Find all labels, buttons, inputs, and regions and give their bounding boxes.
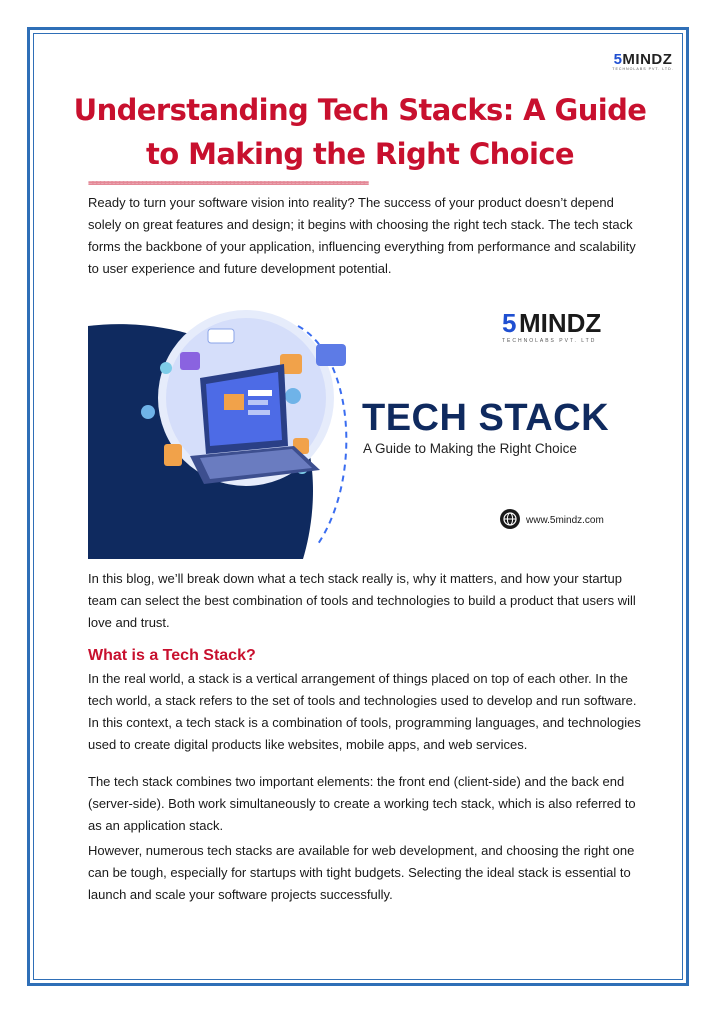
logo-wordmark: MINDZ bbox=[622, 51, 673, 68]
globe-icon bbox=[500, 509, 520, 529]
section-paragraph-2: The tech stack combines two important elements: the front end (client-side) and the back end (server-side). Both work simultaneously to create a working tech stack, which is also referred to as an application stack. bbox=[88, 774, 636, 833]
blog-intro-paragraph: In this blog, we’ll break down what a tech stack really is, why it matters, and how your startup team can select the best combination of tools and technologies to build a product that users will love and trust. bbox=[88, 571, 636, 630]
document-title: Understanding Tech Stacks: A Guide to Making the Right Choice bbox=[73, 93, 647, 171]
card-icon bbox=[316, 344, 346, 366]
tech-stack-banner-image bbox=[88, 286, 633, 559]
company-logo bbox=[607, 52, 679, 72]
intro-paragraph: Ready to turn your software vision into reality? The success of your product doesn’t depend solely on great features and design; it begins with choosing the right tech stack. The tech stack forms the backbone of your application, influencing everything from performance and scalability to user experience and future development potential. bbox=[88, 195, 636, 276]
banner-logo-tagline: TECHNOLABS PVT. LTD bbox=[502, 338, 597, 344]
banner-website: www.5mindz.com bbox=[526, 515, 604, 526]
section-paragraph-3: However, numerous tech stacks are available for web development, and choosing the right one can be tough, especially for startups with tight budgets. Selecting the ideal stack is essential to launch and scale your software projects successfully. bbox=[88, 843, 635, 902]
banner-subheading: A Guide to Making the Right Choice bbox=[363, 441, 577, 456]
floating-dot-icon bbox=[141, 405, 155, 419]
section-heading: What is a Tech Stack? bbox=[88, 647, 256, 664]
section-paragraph-1: In the real world, a stack is a vertical arrangement of things placed on top of each other. In the tech world, a stack refers to the set of tools and technologies used to develop and run software. In this context, a tech stack is a combination of tools, programming languages, and technologies used to create digital products like websites, mobile apps, and web services. bbox=[88, 671, 641, 752]
cart-badge-icon bbox=[180, 352, 200, 370]
banner-heading: TECH STACK bbox=[362, 397, 610, 439]
logo-digit: 5 bbox=[613, 51, 623, 68]
logo-tagline: TECHNOLABS PVT. LTD. bbox=[612, 67, 674, 71]
banner-logo-digit: 5 bbox=[502, 308, 517, 338]
banner-logo-wordmark: MINDZ bbox=[519, 308, 602, 338]
title-separator: ========================================================================= bbox=[88, 179, 367, 189]
